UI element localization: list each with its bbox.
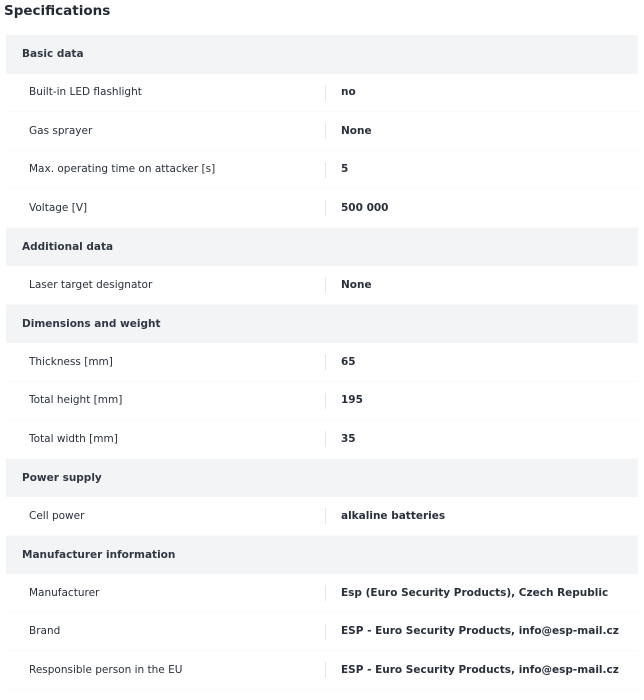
row-divider	[325, 200, 326, 216]
spec-value: ESP - Euro Security Products, info@esp-mail.cz	[341, 625, 619, 638]
spec-value: 195	[341, 394, 363, 407]
spec-label: Voltage [V]	[29, 201, 88, 214]
spec-label: Total width [mm]	[29, 432, 118, 445]
spec-row-total-height	[6, 382, 638, 421]
spec-label: Built-in LED flashlight	[29, 86, 142, 99]
row-divider	[325, 508, 326, 524]
spec-label: Gas sprayer	[29, 124, 93, 137]
spec-label: Manufacturer	[29, 586, 100, 599]
spec-row-led-flashlight	[6, 74, 638, 113]
spec-value: 500 000	[341, 201, 389, 214]
spec-value: no	[341, 86, 356, 99]
spec-value: 35	[341, 432, 356, 445]
page-title: Specifications	[4, 3, 111, 19]
section-header-additional-data: Additional data	[6, 228, 638, 267]
spec-value: 65	[341, 355, 356, 368]
spec-row-laser-designator	[6, 266, 638, 305]
spec-value: Esp (Euro Security Products), Czech Republic	[341, 586, 609, 599]
spec-table	[6, 35, 638, 690]
spec-row-thickness	[6, 343, 638, 382]
spec-label: Laser target designator	[29, 278, 153, 291]
row-divider	[325, 354, 326, 370]
spec-row-gas-sprayer	[6, 112, 638, 151]
section-header-power-supply: Power supply	[6, 459, 638, 498]
section-header-dimensions: Dimensions and weight	[6, 305, 638, 344]
section-header-basic-data: Basic data	[6, 35, 638, 74]
spec-label: Total height [mm]	[29, 394, 123, 407]
spec-value: 5	[341, 163, 349, 176]
spec-row-manufacturer	[6, 574, 638, 613]
spec-label: Max. operating time on attacker [s]	[29, 163, 216, 176]
spec-label: Brand	[29, 625, 61, 638]
spec-row-voltage	[6, 189, 638, 228]
row-divider	[325, 162, 326, 178]
section-header-manufacturer-info: Manufacturer information	[6, 536, 638, 575]
spec-label: Cell power	[29, 509, 85, 522]
spec-row-total-width	[6, 420, 638, 459]
spec-value: None	[341, 278, 372, 291]
spec-value: ESP - Euro Security Products, info@esp-mail.cz	[341, 663, 619, 676]
spec-label: Responsible person in the EU	[29, 663, 183, 676]
spec-value: None	[341, 124, 372, 137]
row-divider	[325, 624, 326, 640]
row-divider	[325, 662, 326, 678]
spec-row-operating-time	[6, 151, 638, 190]
spec-label: Thickness [mm]	[29, 355, 113, 368]
row-divider	[325, 431, 326, 447]
spec-row-responsible-person	[6, 651, 638, 690]
spec-row-brand	[6, 613, 638, 652]
row-divider	[325, 393, 326, 409]
row-divider	[325, 85, 326, 101]
spec-value: alkaline batteries	[341, 509, 446, 522]
row-divider	[325, 585, 326, 601]
row-divider	[325, 277, 326, 293]
spec-row-cell-power	[6, 497, 638, 536]
row-divider	[325, 123, 326, 139]
